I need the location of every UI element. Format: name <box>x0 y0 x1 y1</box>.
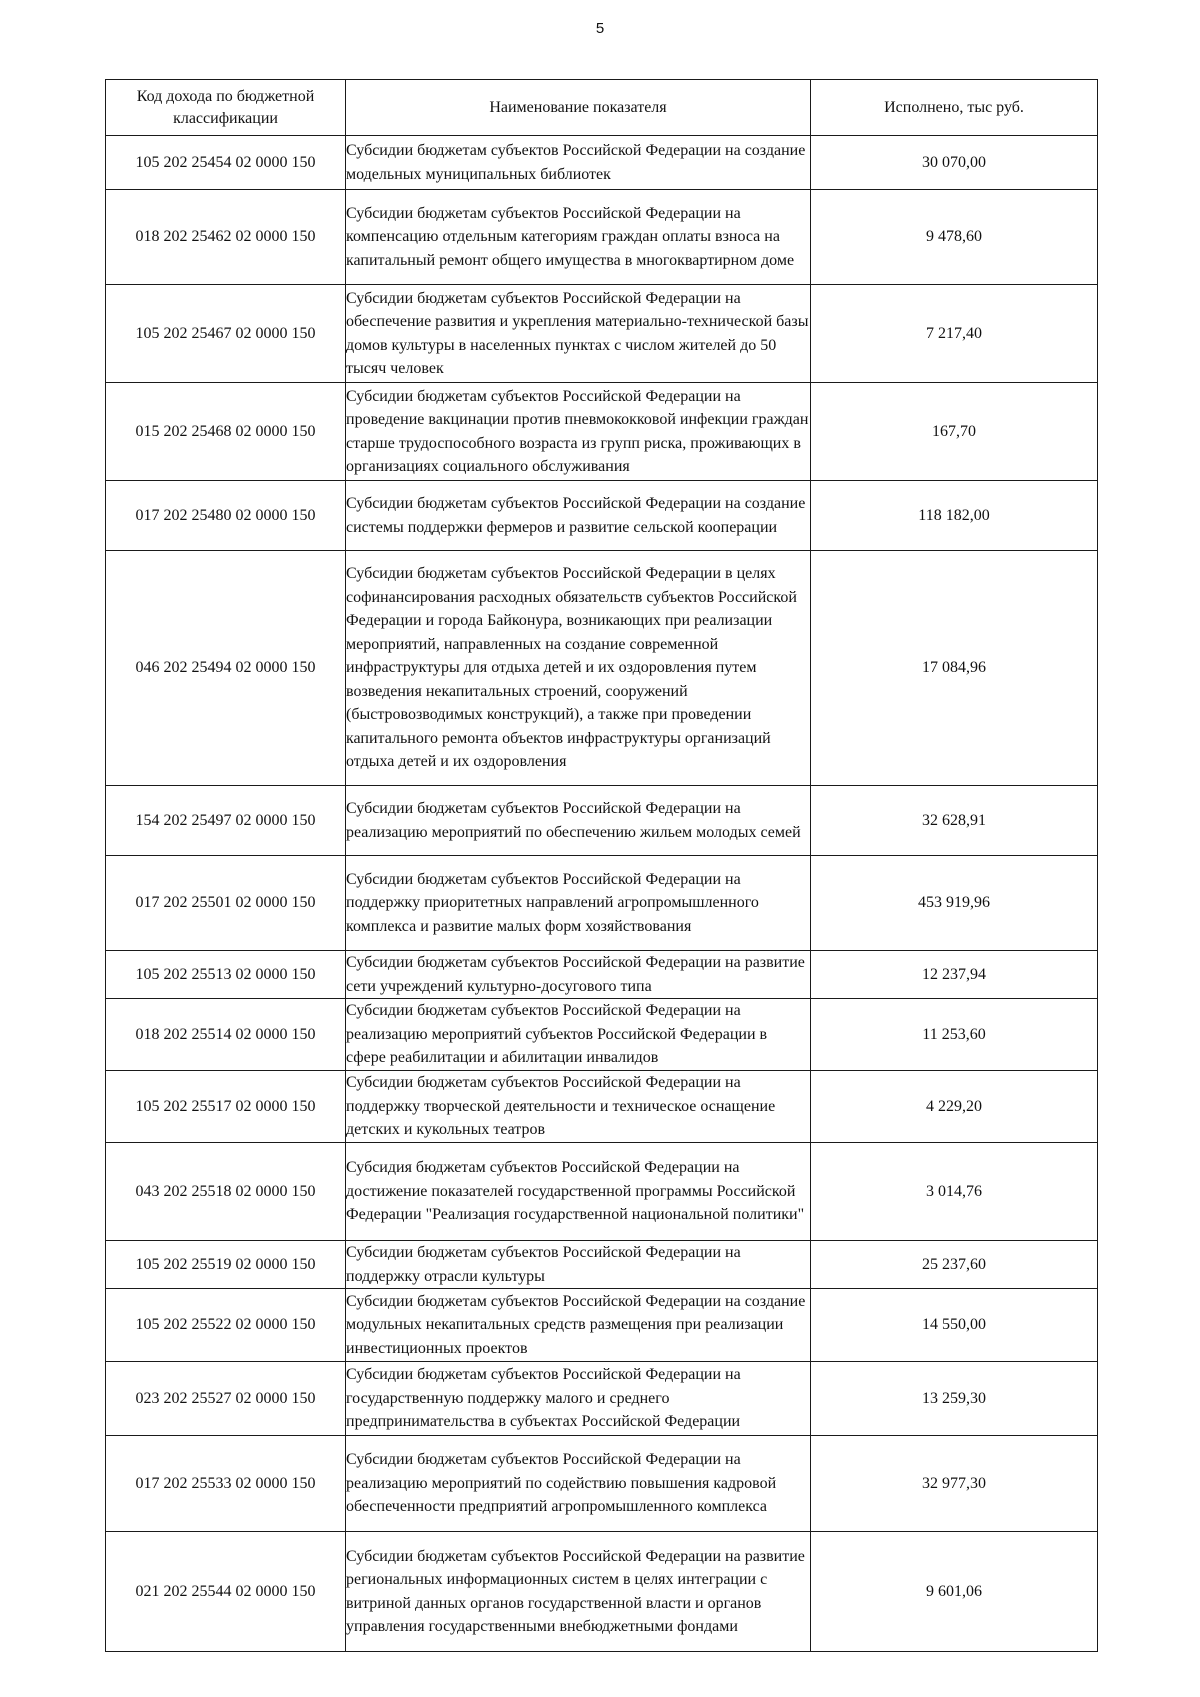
row-name: Субсидии бюджетам субъектов Российской Федерации на реализацию мероприятий по содействию повышения кадровой обеспеченности предприятий агропромышленного комплекса <box>346 1436 811 1532</box>
table-row <box>106 1241 1098 1289</box>
table-row <box>106 285 1098 383</box>
row-code: 017 202 25480 02 0000 150 <box>106 481 346 551</box>
row-name: Субсидии бюджетам субъектов Российской Федерации в целях софинансирования расходных обязательств субъектов Российской Федерации и города Байконура, возникающих при реализации мероприятий, направленных на создание современной инфраструктуры для отдыха детей и их оздоровления путем возведения некапитальных строений, сооружений (быстровозводимых конструкций), а также при проведении капитального ремонта объектов инфраструктуры организаций отдыха детей и их оздоровления <box>346 551 811 786</box>
table-row <box>106 1362 1098 1436</box>
table-row <box>106 1071 1098 1143</box>
row-amount: 11 253,60 <box>811 999 1098 1071</box>
row-amount: 17 084,96 <box>811 551 1098 786</box>
row-code: 105 202 25517 02 0000 150 <box>106 1071 346 1143</box>
header-code: Код дохода по бюджетной классификации <box>106 80 346 136</box>
row-name: Субсидия бюджетам субъектов Российской Федерации на достижение показателей государственной программы Российской Федерации "Реализация государственной национальной политики" <box>346 1143 811 1241</box>
table-row <box>106 856 1098 951</box>
row-amount: 167,70 <box>811 383 1098 481</box>
row-code: 021 202 25544 02 0000 150 <box>106 1532 346 1652</box>
row-amount: 32 977,30 <box>811 1436 1098 1532</box>
row-code: 105 202 25519 02 0000 150 <box>106 1241 346 1289</box>
table-row <box>106 951 1098 999</box>
row-amount: 9 478,60 <box>811 190 1098 285</box>
row-code: 154 202 25497 02 0000 150 <box>106 786 346 856</box>
row-amount: 12 237,94 <box>811 951 1098 999</box>
row-amount: 32 628,91 <box>811 786 1098 856</box>
row-name: Субсидии бюджетам субъектов Российской Федерации на компенсацию отдельным категориям граждан оплаты взноса на капитальный ремонт общего имущества в многоквартирном доме <box>346 190 811 285</box>
row-name: Субсидии бюджетам субъектов Российской Федерации на реализацию мероприятий по обеспечению жильем молодых семей <box>346 786 811 856</box>
row-code: 017 202 25533 02 0000 150 <box>106 1436 346 1532</box>
row-amount: 9 601,06 <box>811 1532 1098 1652</box>
row-amount: 13 259,30 <box>811 1362 1098 1436</box>
table-row <box>106 383 1098 481</box>
header-name: Наименование показателя <box>346 80 811 136</box>
budget-table <box>105 79 1098 1652</box>
row-name: Субсидии бюджетам субъектов Российской Федерации на проведение вакцинации против пневмококковой инфекции граждан старше трудоспособного возраста из групп риска, проживающих в организациях социального обслуживания <box>346 383 811 481</box>
table-row <box>106 551 1098 786</box>
row-name: Субсидии бюджетам субъектов Российской Федерации на поддержку приоритетных направлений агропромышленного комплекса и развитие малых форм хозяйствования <box>346 856 811 951</box>
row-amount: 4 229,20 <box>811 1071 1098 1143</box>
row-code: 017 202 25501 02 0000 150 <box>106 856 346 951</box>
row-code: 105 202 25467 02 0000 150 <box>106 285 346 383</box>
row-code: 105 202 25454 02 0000 150 <box>106 136 346 190</box>
row-amount: 30 070,00 <box>811 136 1098 190</box>
table-row <box>106 786 1098 856</box>
row-code: 015 202 25468 02 0000 150 <box>106 383 346 481</box>
row-name: Субсидии бюджетам субъектов Российской Федерации на государственную поддержку малого и среднего предпринимательства в субъектах Российской Федерации <box>346 1362 811 1436</box>
row-amount: 14 550,00 <box>811 1289 1098 1362</box>
row-amount: 25 237,60 <box>811 1241 1098 1289</box>
row-amount: 118 182,00 <box>811 481 1098 551</box>
row-code: 023 202 25527 02 0000 150 <box>106 1362 346 1436</box>
row-name: Субсидии бюджетам субъектов Российской Федерации на развитие региональных информационных систем в целях интеграции с витриной данных органов государственной власти и органов управления государственными внебюджетными фондами <box>346 1532 811 1652</box>
row-name: Субсидии бюджетам субъектов Российской Федерации на создание системы поддержки фермеров и развитие сельской кооперации <box>346 481 811 551</box>
row-name: Субсидии бюджетам субъектов Российской Федерации на развитие сети учреждений культурно-досугового типа <box>346 951 811 999</box>
table-row <box>106 136 1098 190</box>
row-amount: 3 014,76 <box>811 1143 1098 1241</box>
table-row <box>106 1436 1098 1532</box>
row-name: Субсидии бюджетам субъектов Российской Федерации на поддержку отрасли культуры <box>346 1241 811 1289</box>
row-name: Субсидии бюджетам субъектов Российской Федерации на обеспечение развития и укрепления материально-технической базы домов культуры в населенных пунктах с числом жителей до 50 тысяч человек <box>346 285 811 383</box>
page-number: 5 <box>595 20 605 37</box>
table-row <box>106 1532 1098 1652</box>
table-header-row <box>106 80 1098 136</box>
row-code: 046 202 25494 02 0000 150 <box>106 551 346 786</box>
table-row <box>106 999 1098 1071</box>
row-code: 018 202 25514 02 0000 150 <box>106 999 346 1071</box>
row-code: 105 202 25522 02 0000 150 <box>106 1289 346 1362</box>
row-amount: 453 919,96 <box>811 856 1098 951</box>
row-name: Субсидии бюджетам субъектов Российской Федерации на создание модельных муниципальных библиотек <box>346 136 811 190</box>
row-code: 105 202 25513 02 0000 150 <box>106 951 346 999</box>
table-row <box>106 1143 1098 1241</box>
row-amount: 7 217,40 <box>811 285 1098 383</box>
row-name: Субсидии бюджетам субъектов Российской Федерации на создание модульных некапитальных средств размещения при реализации инвестиционных проектов <box>346 1289 811 1362</box>
row-code: 043 202 25518 02 0000 150 <box>106 1143 346 1241</box>
table-row <box>106 1289 1098 1362</box>
row-name: Субсидии бюджетам субъектов Российской Федерации на поддержку творческой деятельности и техническое оснащение детских и кукольных театров <box>346 1071 811 1143</box>
table-row <box>106 481 1098 551</box>
table-row <box>106 190 1098 285</box>
header-amount: Исполнено, тыс руб. <box>811 80 1098 136</box>
row-name: Субсидии бюджетам субъектов Российской Федерации на реализацию мероприятий субъектов Российской Федерации в сфере реабилитации и абилитации инвалидов <box>346 999 811 1071</box>
row-code: 018 202 25462 02 0000 150 <box>106 190 346 285</box>
